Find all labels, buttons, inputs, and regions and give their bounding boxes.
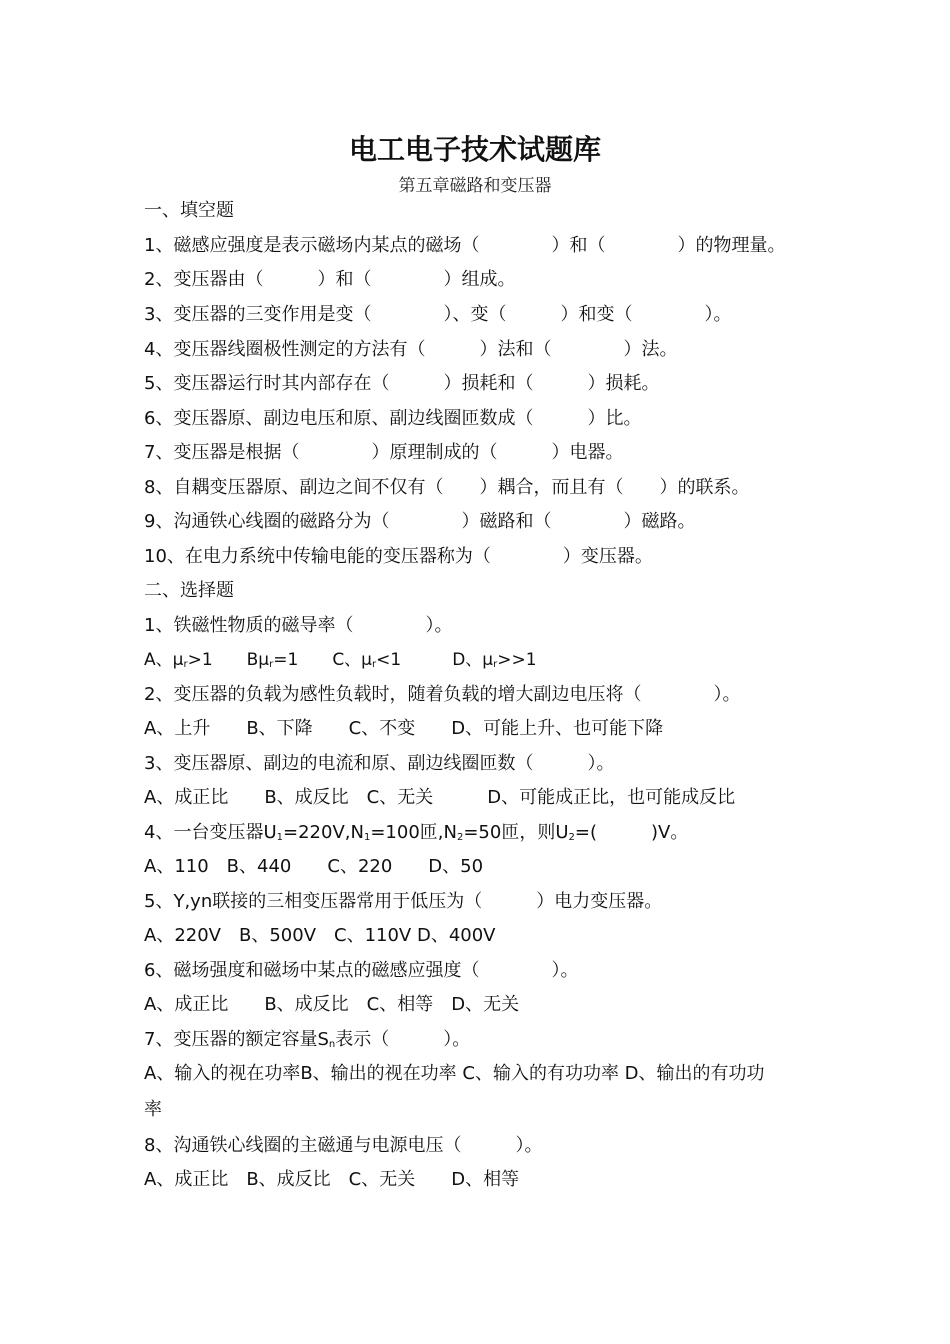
choice-question-1-options: A、$\mu_r>1$ $B\mu_r=1$ C、$\mu_r<1$ D、$\mu_r>>1$ <box>144 650 537 670</box>
section-heading-fill-in: 一、填空题 <box>144 200 234 221</box>
fill-question-6: 6、变压器原、副边电压和原、副边线圈匝数成（ ）比。 <box>144 408 642 429</box>
choice-question-7-options: A、输入的视在功率B、输出的视在功率 C、输入的有功功率 D、输出的有功功 <box>144 1063 765 1084</box>
choice-question-7: 7、变压器的额定容量$S_n$表示（ ）。 <box>144 1029 471 1050</box>
fill-question-4: 4、变压器线圈极性测定的方法有（ ）法和（ ）法。 <box>144 339 678 360</box>
fill-question-10: 10、在电力系统中传输电能的变压器称为（ ）变压器。 <box>144 546 653 567</box>
fill-question-8: 8、自耦变压器原、副边之间不仅有（ ）耦合，而且有（ ）的联系。 <box>144 477 750 498</box>
choice-question-6: 6、磁场强度和磁场中某点的磁感应强度（ ）。 <box>144 960 579 981</box>
choice-question-4: 4、一台变压器$U_1=220V,N_1=100$匝$,N_2=50$匝，则$U_2=$( )V。 <box>144 822 689 843</box>
fill-question-7: 7、变压器是根据（ ）原理制成的（ ）电器。 <box>144 442 624 463</box>
choice-question-3-options: A、成正比 B、成反比 C、无关 D、可能成正比，也可能成反比 <box>144 787 736 808</box>
choice-question-8: 8、沟通铁心线圈的主磁通与电源电压（ ）。 <box>144 1135 543 1156</box>
fill-question-9: 9、沟通铁心线圈的磁路分为（ ）磁路和（ ）磁路。 <box>144 511 696 532</box>
section-heading-choice: 二、选择题 <box>144 580 234 601</box>
chapter-subtitle: 第五章磁路和变压器 <box>398 176 552 196</box>
choice-question-5: 5、Y,yn联接的三相变压器常用于低压为（ ）电力变压器。 <box>144 891 663 912</box>
choice-question-6-options: A、成正比 B、成反比 C、相等 D、无关 <box>144 994 520 1015</box>
choice-question-4-options: A、110 B、440 C、220 D、50 <box>144 856 484 877</box>
fill-question-1: 1、磁感应强度是表示磁场内某点的磁场（ ）和（ ）的物理量。 <box>144 235 786 256</box>
choice-question-3: 3、变压器原、副边的电流和原、副边线圈匝数（ ）。 <box>144 753 615 774</box>
document-title: 电工电子技术试题库 <box>348 133 601 166</box>
fill-question-5: 5、变压器运行时其内部存在（ ）损耗和（ ）损耗。 <box>144 373 660 394</box>
fill-question-2: 2、变压器由（ ）和（ ）组成。 <box>144 269 516 290</box>
choice-question-1: 1、铁磁性物质的磁导率（ ）。 <box>144 615 453 636</box>
choice-question-7-options-wrap: 率 <box>144 1099 162 1120</box>
choice-question-2-options: A、上升 B、下降 C、不变 D、可能上升、也可能下降 <box>144 718 664 739</box>
choice-question-5-options: A、220V B、500V C、110V D、400V <box>144 925 496 946</box>
choice-question-8-options: A、成正比 B、成反比 C、无关 D、相等 <box>144 1169 520 1190</box>
choice-question-2: 2、变压器的负载为感性负载时，随着负载的增大副边电压将（ ）。 <box>144 684 741 705</box>
fill-question-3: 3、变压器的三变作用是变（ ）、变（ ）和变（ ）。 <box>144 304 732 325</box>
